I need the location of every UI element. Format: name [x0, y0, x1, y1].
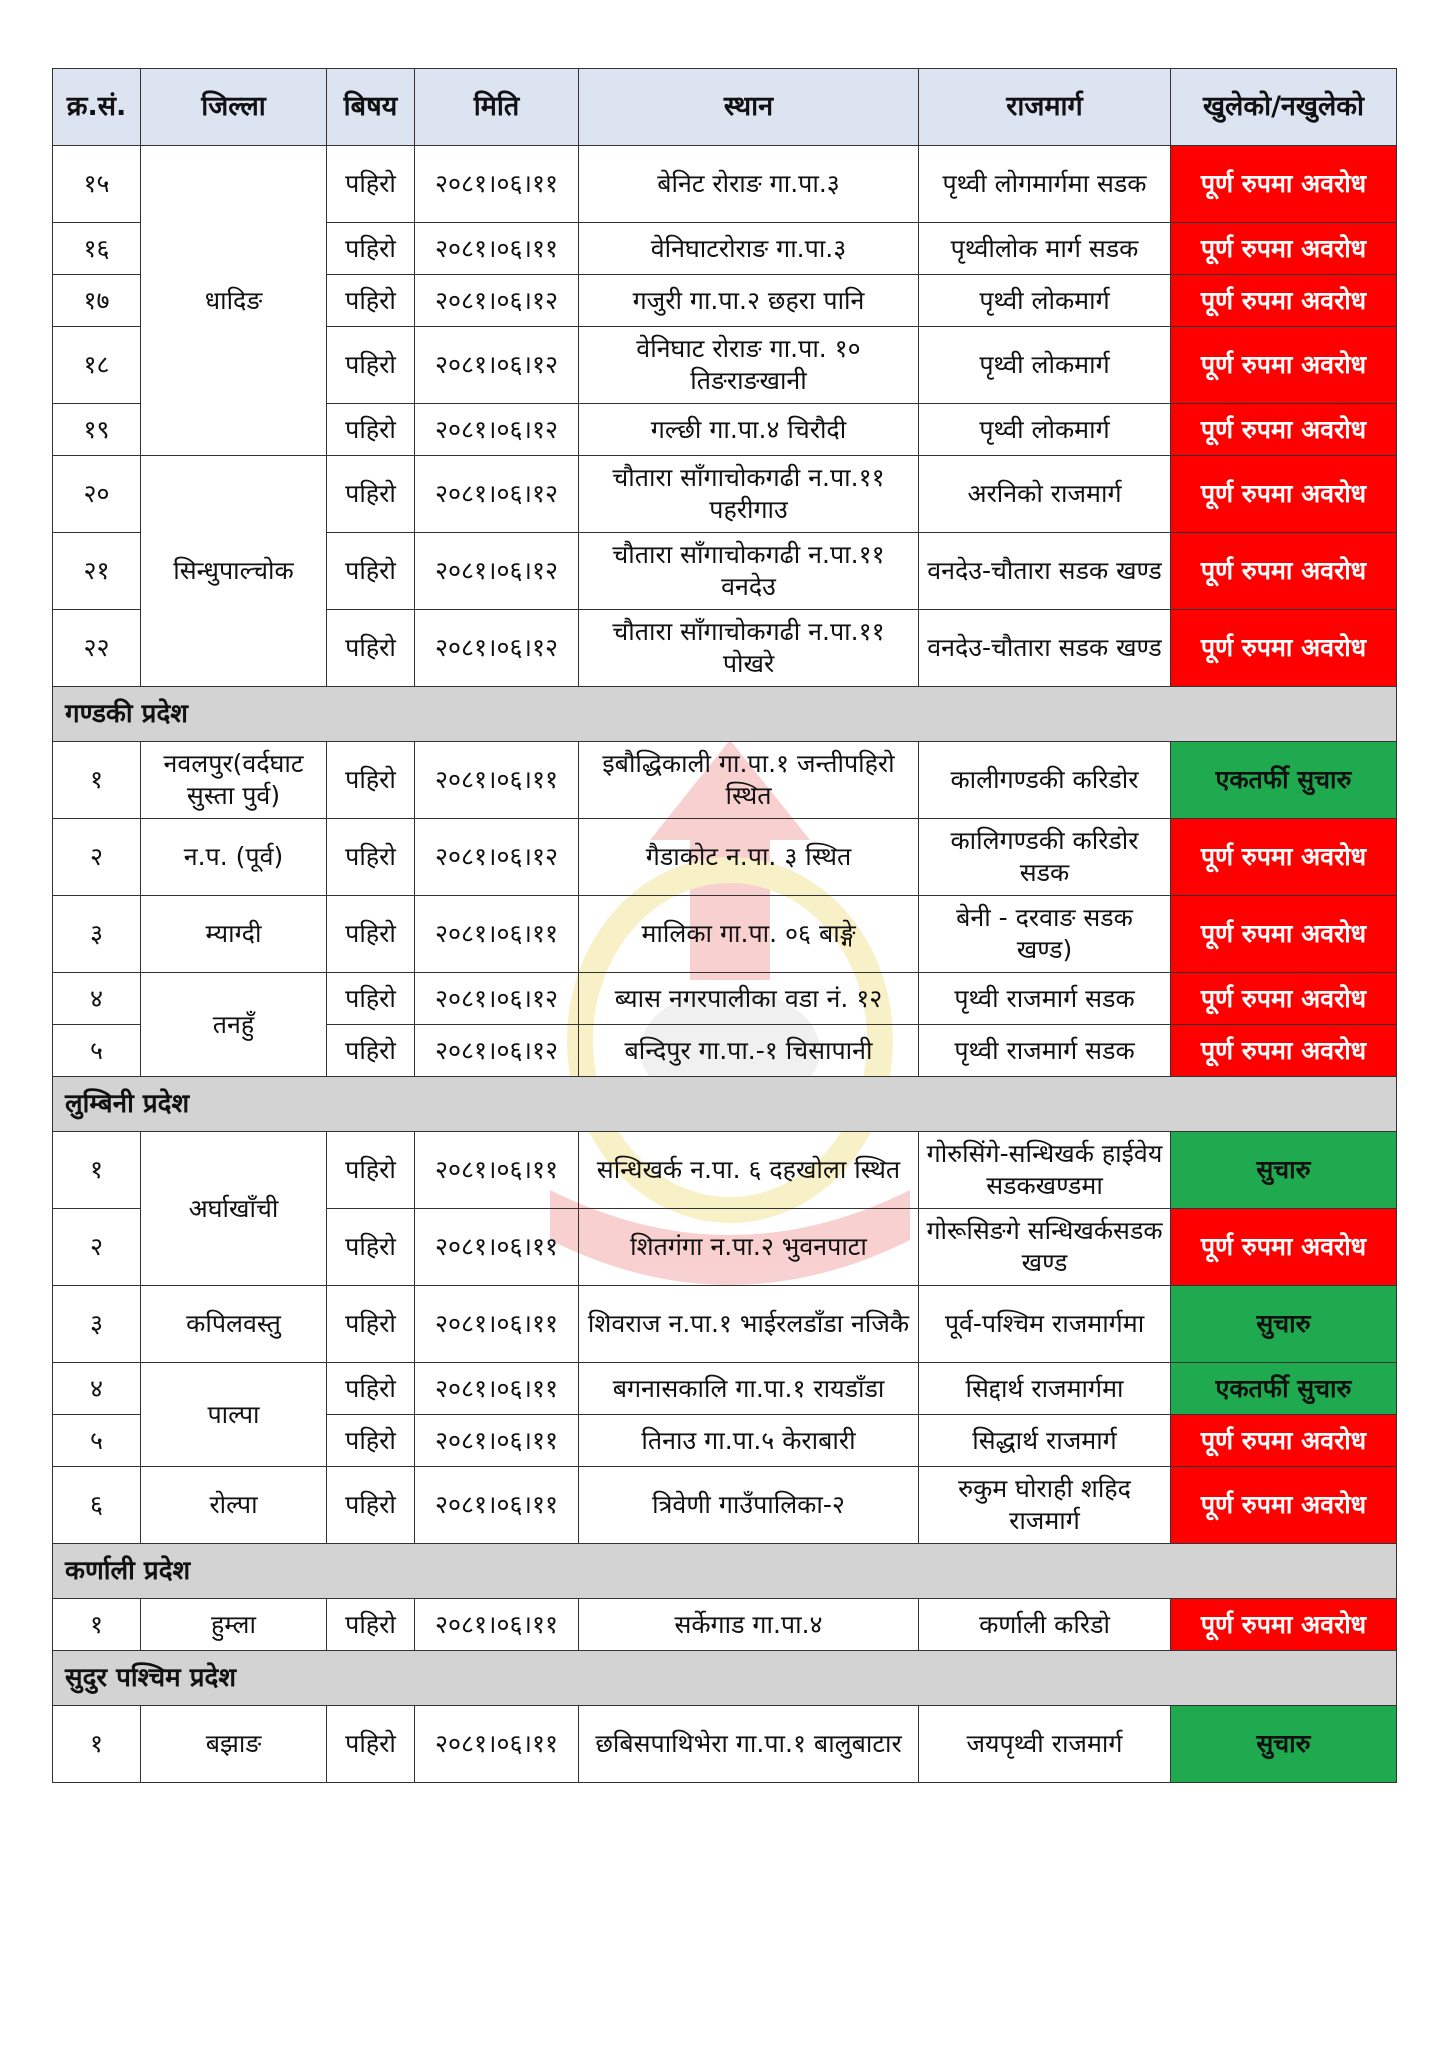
status-badge: पूर्ण रुपमा अवरोध	[1171, 533, 1397, 610]
status-badge: पूर्ण रुपमा अवरोध	[1171, 456, 1397, 533]
status-badge: एकतर्फी सुचारु	[1171, 1363, 1397, 1415]
cell-sn: ४	[53, 973, 141, 1025]
status-badge: पूर्ण रुपमा अवरोध	[1171, 327, 1397, 404]
cell-district: नवलपुर(वर्दघाट सुस्ता पुर्व)	[141, 742, 327, 819]
cell-place: वेनिघाट रोराङ गा.पा. १० तिङराङखानी	[579, 327, 919, 404]
cell-date: २०८१।०६।११	[415, 1286, 579, 1363]
table-row	[53, 1467, 1397, 1544]
cell-place: शितगंगा न.पा.२ भुवनपाटा	[579, 1209, 919, 1286]
cell-place: गजुरी गा.पा.२ छहरा पानि	[579, 275, 919, 327]
cell-subject: पहिरो	[327, 896, 415, 973]
cell-date: २०८१।०६।११	[415, 1706, 579, 1783]
cell-subject: पहिरो	[327, 1467, 415, 1544]
cell-highway: कर्णाली करिडो	[919, 1599, 1171, 1651]
cell-highway: बेनी - दरवाङ सडक खण्ड)	[919, 896, 1171, 973]
cell-place: तिनाउ गा.पा.५ केराबारी	[579, 1415, 919, 1467]
table-row	[53, 1599, 1397, 1651]
section-title: सुदुर पश्चिम प्रदेश	[53, 1651, 1397, 1706]
status-badge: पूर्ण रुपमा अवरोध	[1171, 146, 1397, 223]
cell-sn: १६	[53, 223, 141, 275]
cell-place: छबिसपाथिभेरा गा.पा.१ बालुबाटार	[579, 1706, 919, 1783]
cell-sn: १८	[53, 327, 141, 404]
cell-date: २०८१।०६।१२	[415, 533, 579, 610]
cell-sn: २१	[53, 533, 141, 610]
cell-place: गैडाकोट न.पा. ३ स्थित	[579, 819, 919, 896]
table-row	[53, 456, 1397, 533]
cell-place: सन्धिखर्क न.पा. ६ दहखोला स्थित	[579, 1132, 919, 1209]
cell-highway: अरनिको राजमार्ग	[919, 456, 1171, 533]
cell-date: २०८१।०६।११	[415, 742, 579, 819]
cell-highway: जयपृथ्वी राजमार्ग	[919, 1706, 1171, 1783]
cell-subject: पहिरो	[327, 146, 415, 223]
cell-district: म्याग्दी	[141, 896, 327, 973]
cell-subject: पहिरो	[327, 275, 415, 327]
cell-sn: १९	[53, 404, 141, 456]
cell-date: २०८१।०६।११	[415, 1132, 579, 1209]
cell-subject: पहिरो	[327, 973, 415, 1025]
table-row	[53, 896, 1397, 973]
cell-date: २०८१।०६।११	[415, 1209, 579, 1286]
cell-subject: पहिरो	[327, 742, 415, 819]
table-row	[53, 1286, 1397, 1363]
cell-highway: वनदेउ-चौतारा सडक खण्ड	[919, 533, 1171, 610]
road-status-table	[52, 68, 1397, 1783]
status-badge: पूर्ण रुपमा अवरोध	[1171, 610, 1397, 687]
cell-district: रोल्पा	[141, 1467, 327, 1544]
cell-highway: पृथ्वी लोकमार्ग	[919, 275, 1171, 327]
cell-sn: २	[53, 819, 141, 896]
cell-sn: ५	[53, 1025, 141, 1077]
status-badge: पूर्ण रुपमा अवरोध	[1171, 404, 1397, 456]
cell-place: बन्दिपुर गा.पा.-१ चिसापानी	[579, 1025, 919, 1077]
header-date: मिति	[415, 69, 579, 146]
status-badge: पूर्ण रुपमा अवरोध	[1171, 973, 1397, 1025]
cell-district: कपिलवस्तु	[141, 1286, 327, 1363]
table-row	[53, 1363, 1397, 1415]
cell-highway: सिद्धार्थ राजमार्ग	[919, 1415, 1171, 1467]
cell-date: २०८१।०६।११	[415, 223, 579, 275]
cell-place: मालिका गा.पा. ०६ बाङ्गे	[579, 896, 919, 973]
cell-district: पाल्पा	[141, 1363, 327, 1467]
status-badge: पूर्ण रुपमा अवरोध	[1171, 1599, 1397, 1651]
status-badge: पूर्ण रुपमा अवरोध	[1171, 1415, 1397, 1467]
status-badge: सुचारु	[1171, 1706, 1397, 1783]
cell-highway: पृथ्वी राजमार्ग सडक	[919, 1025, 1171, 1077]
cell-sn: ६	[53, 1467, 141, 1544]
cell-highway: कालिगण्डकी करिडोर सडक	[919, 819, 1171, 896]
cell-highway: रुकुम घोराही शहिद राजमार्ग	[919, 1467, 1171, 1544]
cell-date: २०८१।०६।१२	[415, 819, 579, 896]
table-row	[53, 146, 1397, 223]
cell-subject: पहिरो	[327, 1706, 415, 1783]
cell-date: २०८१।०६।११	[415, 1599, 579, 1651]
cell-place: बेनिट रोराङ गा.पा.३	[579, 146, 919, 223]
cell-subject: पहिरो	[327, 404, 415, 456]
cell-date: २०८१।०६।१२	[415, 404, 579, 456]
cell-subject: पहिरो	[327, 610, 415, 687]
cell-sn: ५	[53, 1415, 141, 1467]
cell-place: त्रिवेणी गाउँपालिका-२	[579, 1467, 919, 1544]
cell-place: वेनिघाटरोराङ गा.पा.३	[579, 223, 919, 275]
cell-date: २०८१।०६।११	[415, 1467, 579, 1544]
cell-sn: २०	[53, 456, 141, 533]
section-row-lumbini	[53, 1077, 1397, 1132]
section-row-karnali	[53, 1544, 1397, 1599]
cell-subject: पहिरो	[327, 1415, 415, 1467]
status-badge: पूर्ण रुपमा अवरोध	[1171, 223, 1397, 275]
status-badge: पूर्ण रुपमा अवरोध	[1171, 819, 1397, 896]
status-badge: सुचारु	[1171, 1132, 1397, 1209]
table-header-row	[53, 69, 1397, 146]
cell-subject: पहिरो	[327, 1286, 415, 1363]
header-subject: बिषय	[327, 69, 415, 146]
table-row	[53, 819, 1397, 896]
cell-district: तनहुँ	[141, 973, 327, 1077]
cell-district: अर्घाखाँची	[141, 1132, 327, 1286]
cell-highway: गोरुसिंगे-सन्धिखर्क हाईवेय सडकखण्डमा	[919, 1132, 1171, 1209]
cell-sn: ३	[53, 896, 141, 973]
cell-sn: ३	[53, 1286, 141, 1363]
table-row	[53, 973, 1397, 1025]
cell-subject: पहिरो	[327, 1599, 415, 1651]
cell-subject: पहिरो	[327, 819, 415, 896]
cell-highway: गोरूसिङगे सन्धिखर्कसडक खण्ड	[919, 1209, 1171, 1286]
cell-place: सर्केगाड गा.पा.४	[579, 1599, 919, 1651]
status-badge: पूर्ण रुपमा अवरोध	[1171, 1467, 1397, 1544]
cell-date: २०८१।०६।११	[415, 1363, 579, 1415]
cell-district: हुम्ला	[141, 1599, 327, 1651]
cell-highway: पृथ्वी लोकमार्ग	[919, 404, 1171, 456]
section-title: लुम्बिनी प्रदेश	[53, 1077, 1397, 1132]
section-row-gandaki	[53, 687, 1397, 742]
cell-sn: १	[53, 1706, 141, 1783]
status-badge: पूर्ण रुपमा अवरोध	[1171, 1025, 1397, 1077]
cell-highway: पृथ्वी लोकमार्ग	[919, 327, 1171, 404]
header-place: स्थान	[579, 69, 919, 146]
cell-place: चौतारा साँगाचोकगढी न.पा.११ पोखरे	[579, 610, 919, 687]
cell-highway: पृथ्वी लोगमार्गमा सडक	[919, 146, 1171, 223]
cell-sn: १	[53, 1599, 141, 1651]
cell-place: इबौद्धिकाली गा.पा.१ जन्तीपहिरो स्थित	[579, 742, 919, 819]
cell-date: २०८१।०६।१२	[415, 327, 579, 404]
cell-sn: १	[53, 742, 141, 819]
section-title: कर्णाली प्रदेश	[53, 1544, 1397, 1599]
cell-highway: पूर्व-पश्चिम राजमार्गमा	[919, 1286, 1171, 1363]
cell-place: ब्यास नगरपालीका वडा नं. १२	[579, 973, 919, 1025]
cell-subject: पहिरो	[327, 1363, 415, 1415]
cell-date: २०८१।०६।११	[415, 1415, 579, 1467]
cell-sn: १५	[53, 146, 141, 223]
cell-sn: १७	[53, 275, 141, 327]
cell-sn: ४	[53, 1363, 141, 1415]
cell-date: २०८१।०६।१२	[415, 610, 579, 687]
cell-date: २०८१।०६।११	[415, 146, 579, 223]
status-badge: एकतर्फी सुचारु	[1171, 742, 1397, 819]
cell-district: धादिङ	[141, 146, 327, 456]
cell-place: गल्छी गा.पा.४ चिरौदी	[579, 404, 919, 456]
cell-highway: सिद्दार्थ राजमार्गमा	[919, 1363, 1171, 1415]
cell-date: २०८१।०६।१२	[415, 275, 579, 327]
cell-highway: कालीगण्डकी करिडोर	[919, 742, 1171, 819]
cell-subject: पहिरो	[327, 456, 415, 533]
cell-district: बझाङ	[141, 1706, 327, 1783]
cell-subject: पहिरो	[327, 1132, 415, 1209]
cell-place: बगनासकालि गा.पा.१ रायडाँडा	[579, 1363, 919, 1415]
cell-subject: पहिरो	[327, 327, 415, 404]
cell-district: न.प. (पूर्व)	[141, 819, 327, 896]
cell-date: २०८१।०६।१२	[415, 973, 579, 1025]
cell-subject: पहिरो	[327, 1025, 415, 1077]
cell-date: २०८१।०६।१२	[415, 1025, 579, 1077]
cell-place: चौतारा साँगाचोकगढी न.पा.११ पहरीगाउ	[579, 456, 919, 533]
table-row	[53, 1706, 1397, 1783]
cell-district: सिन्धुपाल्चोक	[141, 456, 327, 687]
cell-sn: २	[53, 1209, 141, 1286]
cell-highway: पृथ्वी राजमार्ग सडक	[919, 973, 1171, 1025]
header-district: जिल्ला	[141, 69, 327, 146]
status-badge: पूर्ण रुपमा अवरोध	[1171, 1209, 1397, 1286]
header-status: खुलेको/नखुलेको	[1171, 69, 1397, 146]
cell-subject: पहिरो	[327, 1209, 415, 1286]
cell-place: चौतारा साँगाचोकगढी न.पा.११ वनदेउ	[579, 533, 919, 610]
cell-sn: २२	[53, 610, 141, 687]
cell-subject: पहिरो	[327, 533, 415, 610]
header-sn: क्र.सं.	[53, 69, 141, 146]
cell-date: २०८१।०६।११	[415, 896, 579, 973]
status-badge: पूर्ण रुपमा अवरोध	[1171, 896, 1397, 973]
header-highway: राजमार्ग	[919, 69, 1171, 146]
cell-highway: वनदेउ-चौतारा सडक खण्ड	[919, 610, 1171, 687]
table-row	[53, 1132, 1397, 1209]
table-row	[53, 742, 1397, 819]
cell-subject: पहिरो	[327, 223, 415, 275]
status-badge: सुचारु	[1171, 1286, 1397, 1363]
cell-highway: पृथ्वीलोक मार्ग सडक	[919, 223, 1171, 275]
status-badge: पूर्ण रुपमा अवरोध	[1171, 275, 1397, 327]
cell-place: शिवराज न.पा.१ भाईरलडाँडा नजिकै	[579, 1286, 919, 1363]
cell-sn: १	[53, 1132, 141, 1209]
section-title: गण्डकी प्रदेश	[53, 687, 1397, 742]
section-row-sudurpashchim	[53, 1651, 1397, 1706]
cell-date: २०८१।०६।१२	[415, 456, 579, 533]
